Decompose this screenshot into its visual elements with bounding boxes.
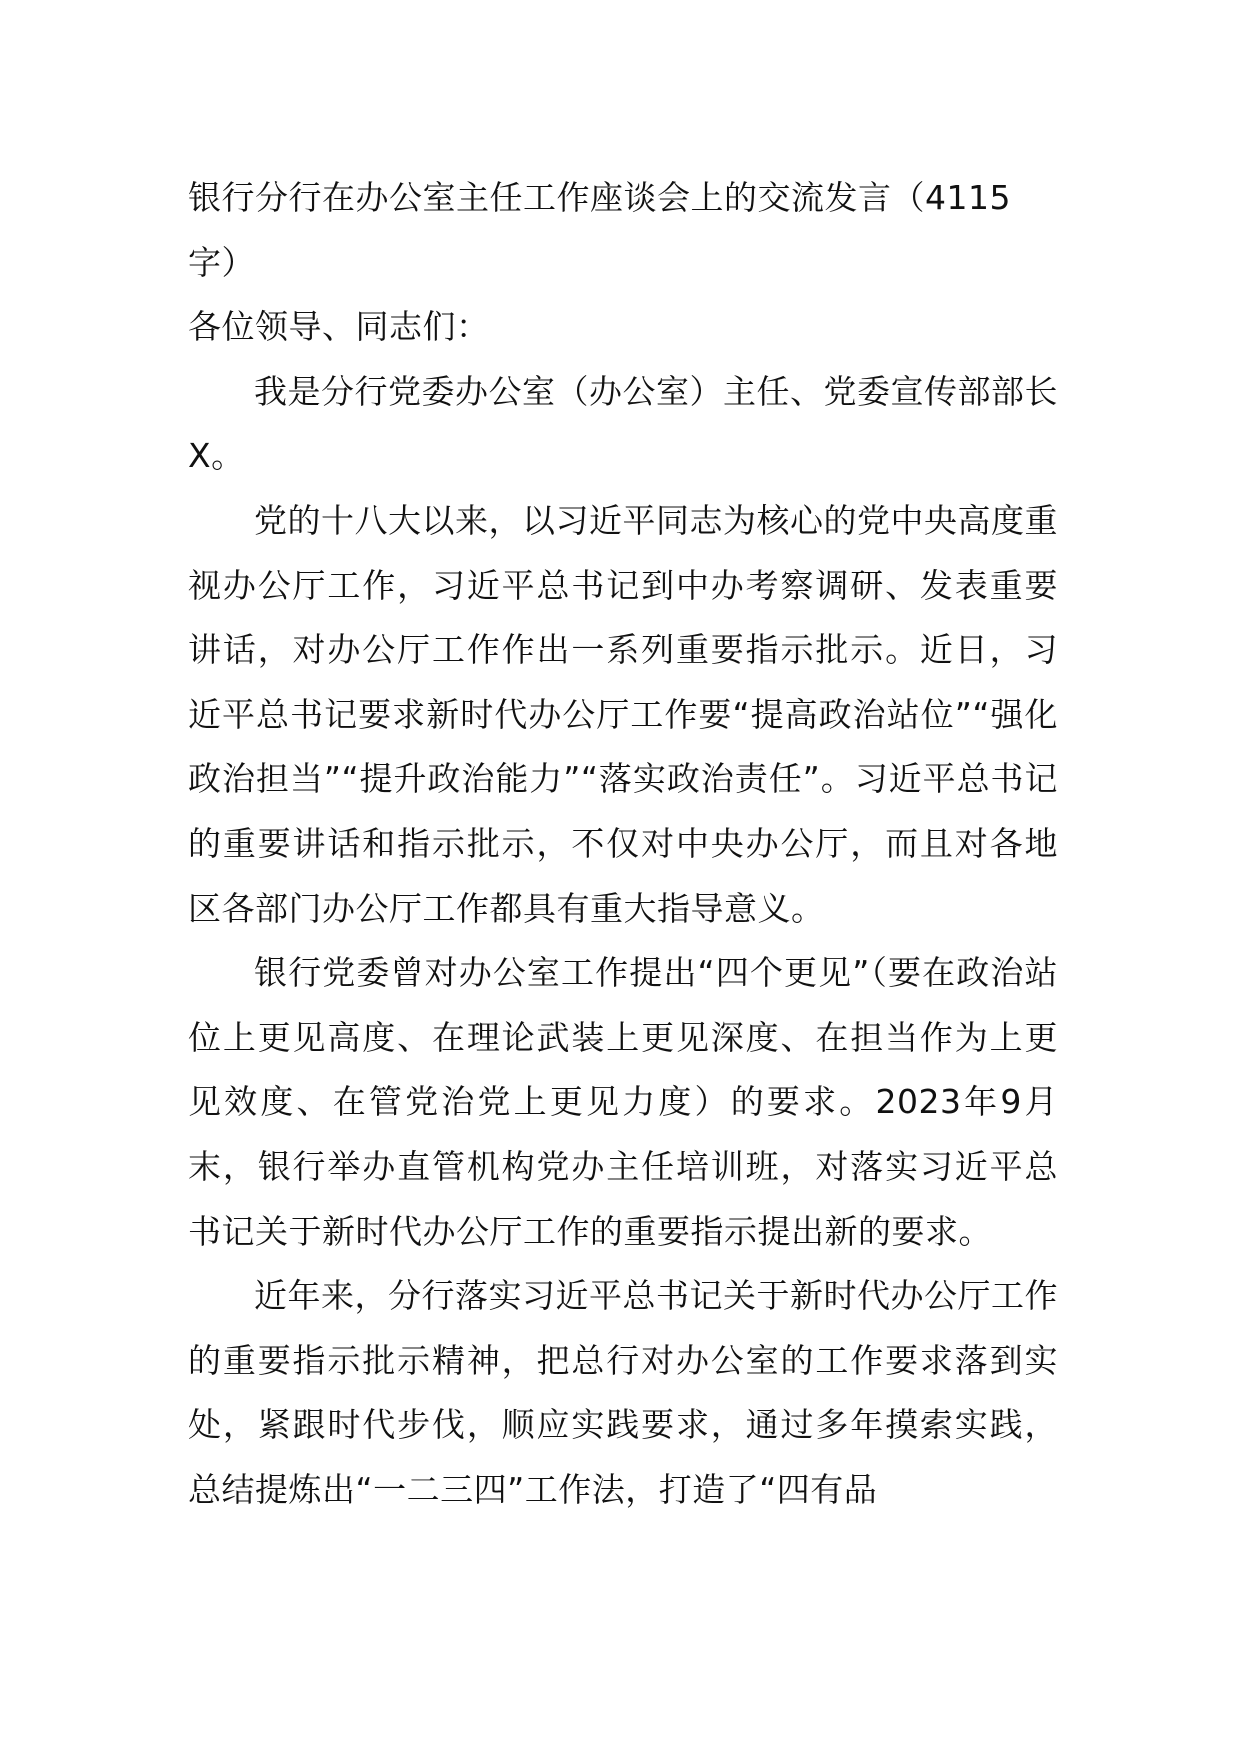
- document-body: [188, 166, 1058, 1522]
- paragraph-background: 党的十八大以来，以习近平同志为核心的党中央高度重视办公厅工作，习近平总书记到中办考察调研、发表重要讲话，对办公厅工作作出一系列重要指示批示。近日，习近平总书记要求新时代办公厅工作要“提高政治站位”“强化政治担当”“提升政治能力”“落实政治责任”。习近平总书记的重要讲话和指示批示，不仅对中央办公厅，而且对各地区各部门办公厅工作都具有重大指导意义。: [188, 500, 1058, 928]
- document-title: 银行分行在办公室主任工作座谈会上的交流发言（4115字）: [188, 178, 1011, 282]
- paragraph-requirements: 银行党委曾对办公室工作提出“四个更见”（要在政治站位上更见高度、在理论武装上更见深度、在担当作为上更见效度、在管党治党上更见力度）的要求。2023年9月末，银行举办直管机构党办主任培训班，对落实习近平总书记关于新时代办公厅工作的重要指示提出新的要求。: [188, 953, 1058, 1251]
- paragraph-intro: 我是分行党委办公室（办公室）主任、党委宣传部部长X。: [188, 371, 1058, 476]
- paragraph-practice: 近年来，分行落实习近平总书记关于新时代办公厅工作的重要指示批示精神，把总行对办公室的工作要求落到实处，紧跟时代步伐，顺应实践要求，通过多年摸索实践，总结提炼出“一二三四”工作法，打造了“四有品: [188, 1276, 1058, 1509]
- salutation: 各位领导、同志们：: [188, 307, 490, 347]
